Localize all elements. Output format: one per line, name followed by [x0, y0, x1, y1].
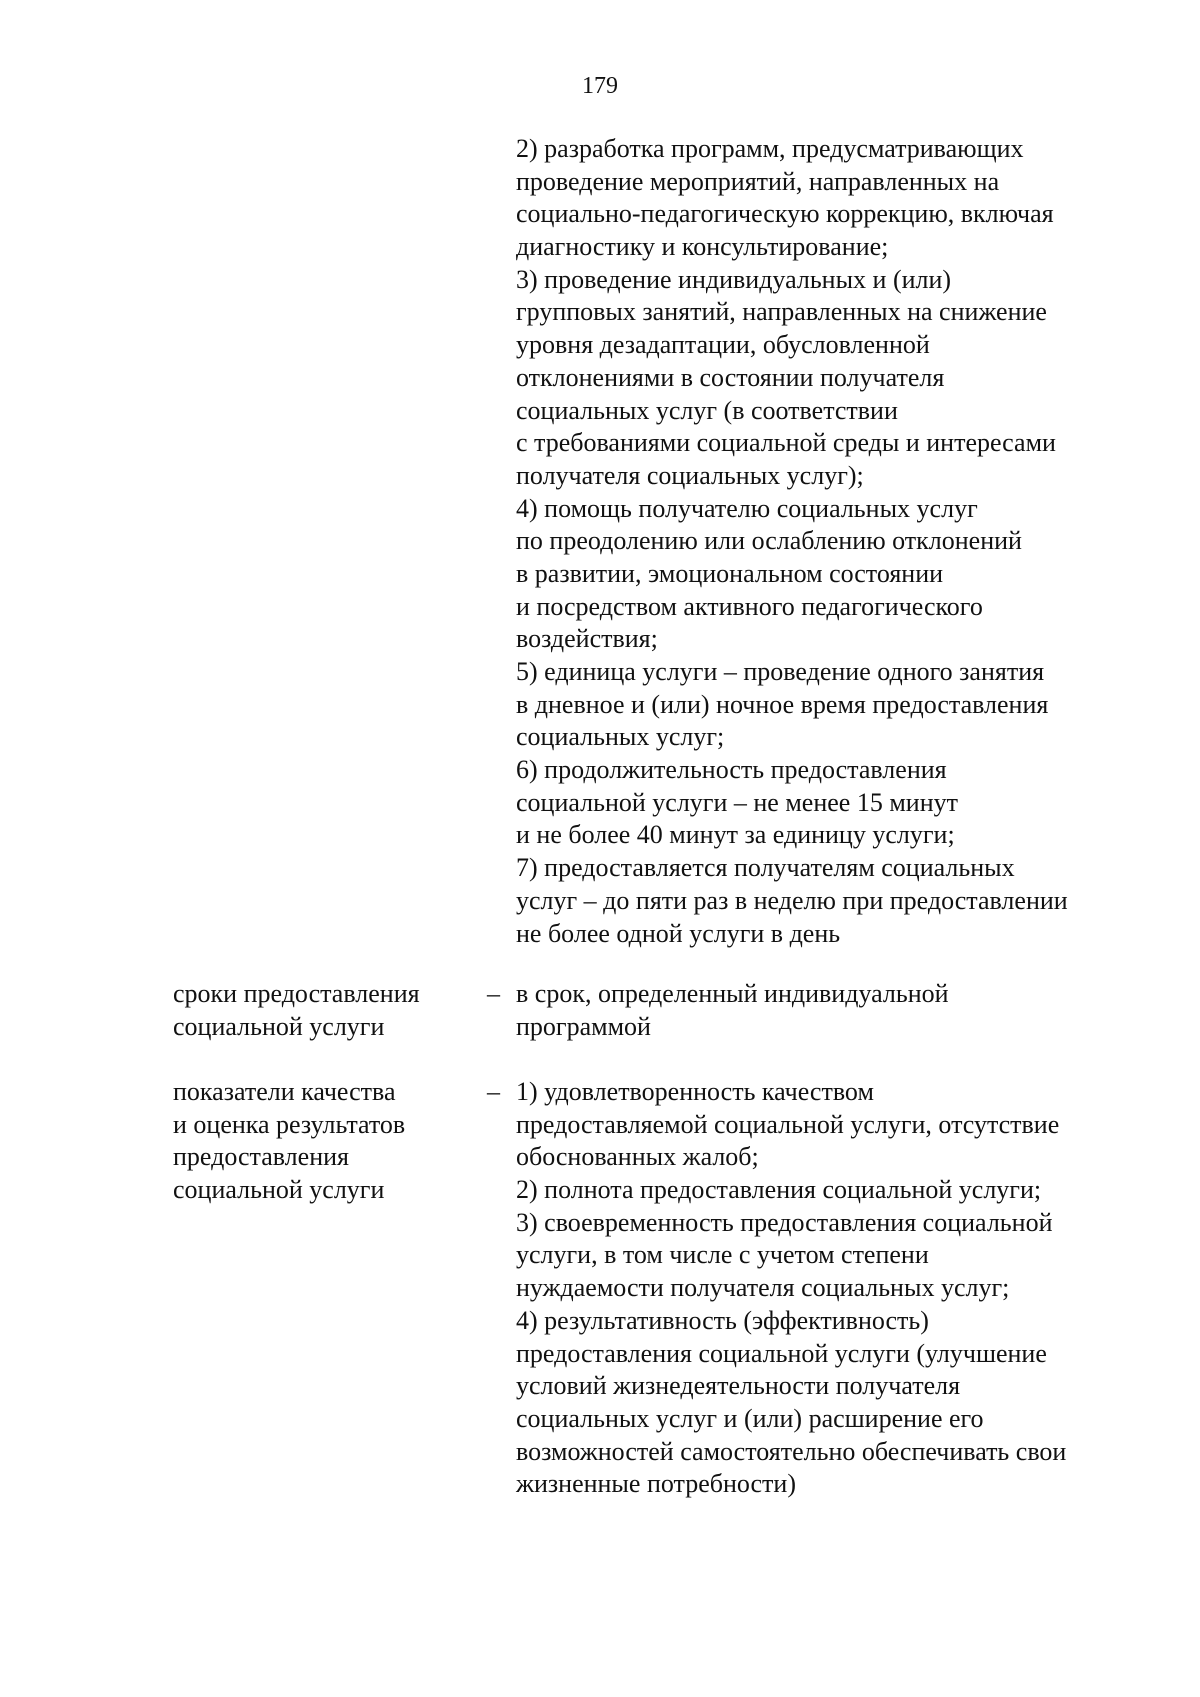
label-line: сроки предоставления — [173, 979, 420, 1008]
text-line: 4) результативность (эффективность) — [516, 1305, 929, 1335]
label-line: предоставления — [173, 1142, 349, 1172]
label-service-terms — [173, 978, 420, 1043]
text-line: 4) помощь получателю социальных услуг — [516, 493, 978, 523]
text-line: 7) предоставляется получателям социальных — [516, 853, 1015, 883]
text-line: в развитии, эмоциональном состоянии — [516, 558, 944, 588]
text-line: с требованиями социальной среды и интересами — [516, 428, 1056, 458]
label-line: социальной услуги — [173, 1011, 385, 1041]
text-line: проведение мероприятий, направленных на — [516, 166, 1000, 196]
text-line: уровня дезадаптации, обусловленной — [516, 330, 930, 360]
dash-separator: – — [487, 1077, 500, 1106]
quality-indicators-content — [516, 1076, 1066, 1501]
text-line: по преодолению или ослаблению отклонений — [516, 526, 1022, 556]
text-line: и не более 40 минут за единицу услуги; — [516, 820, 955, 850]
text-line: предоставляемой социальной услуги, отсутствие — [516, 1109, 1060, 1139]
text-line: 5) единица услуги – проведение одного занятия — [516, 657, 1045, 686]
text-line: групповых занятий, направленных на снижение — [516, 297, 1047, 327]
text-line: предоставления социальной услуги (улучшение — [516, 1338, 1047, 1368]
text-line: 3) своевременность предоставления социальной — [516, 1207, 1053, 1237]
text-line: жизненные потребности) — [516, 1469, 796, 1499]
text-line: нуждаемости получателя социальных услуг; — [516, 1273, 1010, 1303]
text-line: не более одной услуги в день — [516, 918, 841, 948]
text-line: диагностику и консультирование; — [516, 232, 889, 262]
label-line: и оценка результатов — [173, 1109, 406, 1139]
text-line: 1) удовлетворенность качеством — [516, 1077, 874, 1106]
text-line: 2) полнота предоставления социальной услуги; — [516, 1175, 1042, 1205]
text-line: в срок, определенный индивидуальной — [516, 979, 949, 1008]
text-line: социальной услуги – не менее 15 минут — [516, 787, 958, 817]
text-line: условий жизнедеятельности получателя — [516, 1371, 961, 1401]
label-line: социальной услуги — [173, 1175, 385, 1205]
service-description-continued — [516, 133, 1068, 950]
text-line: социальных услуг; — [516, 722, 725, 752]
text-line: социальных услуг и (или) расширение его — [516, 1403, 984, 1433]
text-line: социальных услуг (в соответствии — [516, 395, 898, 425]
dash-separator: – — [487, 979, 500, 1008]
text-line: в дневное и (или) ночное время предоставления — [516, 689, 1049, 719]
text-line: обоснованных жалоб; — [516, 1142, 759, 1172]
text-line: программой — [516, 1011, 651, 1041]
text-line: возможностей самостоятельно обеспечивать свои — [516, 1436, 1067, 1466]
text-line: 6) продолжительность предоставления — [516, 755, 947, 785]
text-line: и посредством активного педагогического — [516, 591, 983, 621]
text-line: воздействия; — [516, 624, 658, 654]
service-terms-content — [516, 978, 949, 1043]
label-line: показатели качества — [173, 1077, 396, 1106]
page-number: 179 — [582, 73, 618, 99]
text-line: услуг – до пяти раз в неделю при предоставлении — [516, 885, 1068, 915]
text-line: услуги, в том числе с учетом степени — [516, 1240, 929, 1270]
text-line: 3) проведение индивидуальных и (или) — [516, 264, 952, 294]
text-line: 2) разработка программ, предусматривающих — [516, 134, 1024, 163]
label-quality-indicators — [173, 1076, 405, 1207]
text-line: отклонениями в состоянии получателя — [516, 362, 945, 392]
text-line: получателя социальных услуг); — [516, 460, 864, 490]
text-line: социально-педагогическую коррекцию, включая — [516, 199, 1054, 229]
